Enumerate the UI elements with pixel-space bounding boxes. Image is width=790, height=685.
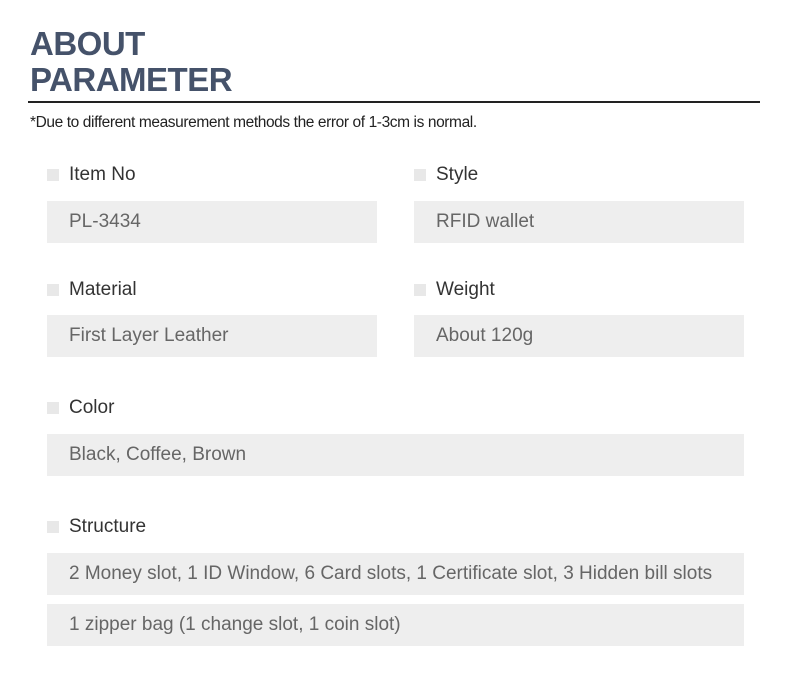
material-label [47,279,137,301]
item-no-value: PL-3434 [47,201,377,243]
bullet-square-icon [47,402,59,414]
item-no-label [47,164,136,186]
material-label-text: Material [69,279,137,300]
bullet-square-icon [47,169,59,181]
style-value: RFID wallet [414,201,744,243]
style-label-text: Style [436,164,479,185]
weight-label-text: Weight [436,279,495,300]
material-value: First Layer Leather [47,315,377,357]
structure-label [47,516,146,538]
title-line-2: PARAMETER [30,61,233,98]
title-line-1: ABOUT [30,25,145,62]
bullet-square-icon [47,521,59,533]
measurement-note: *Due to different measurement methods the error of 1-3cm is normal. [30,114,477,131]
item-no-label-text: Item No [69,164,136,185]
bullet-square-icon [414,284,426,296]
bullet-square-icon [414,169,426,181]
structure-value-1: 2 Money slot, 1 ID Window, 6 Card slots, 1 Certificate slot, 3 Hidden bill slots [47,553,744,595]
weight-label [414,279,495,301]
structure-label-text: Structure [69,516,147,537]
weight-value: About 120g [414,315,744,357]
color-value: Black, Coffee, Brown [47,434,744,476]
page-title [30,26,232,98]
style-label [414,164,478,186]
structure-value-2: 1 zipper bag (1 change slot, 1 coin slot) [47,604,744,646]
color-label-text: Color [69,397,115,418]
title-divider [28,101,760,103]
color-label [47,397,114,419]
bullet-square-icon [47,284,59,296]
